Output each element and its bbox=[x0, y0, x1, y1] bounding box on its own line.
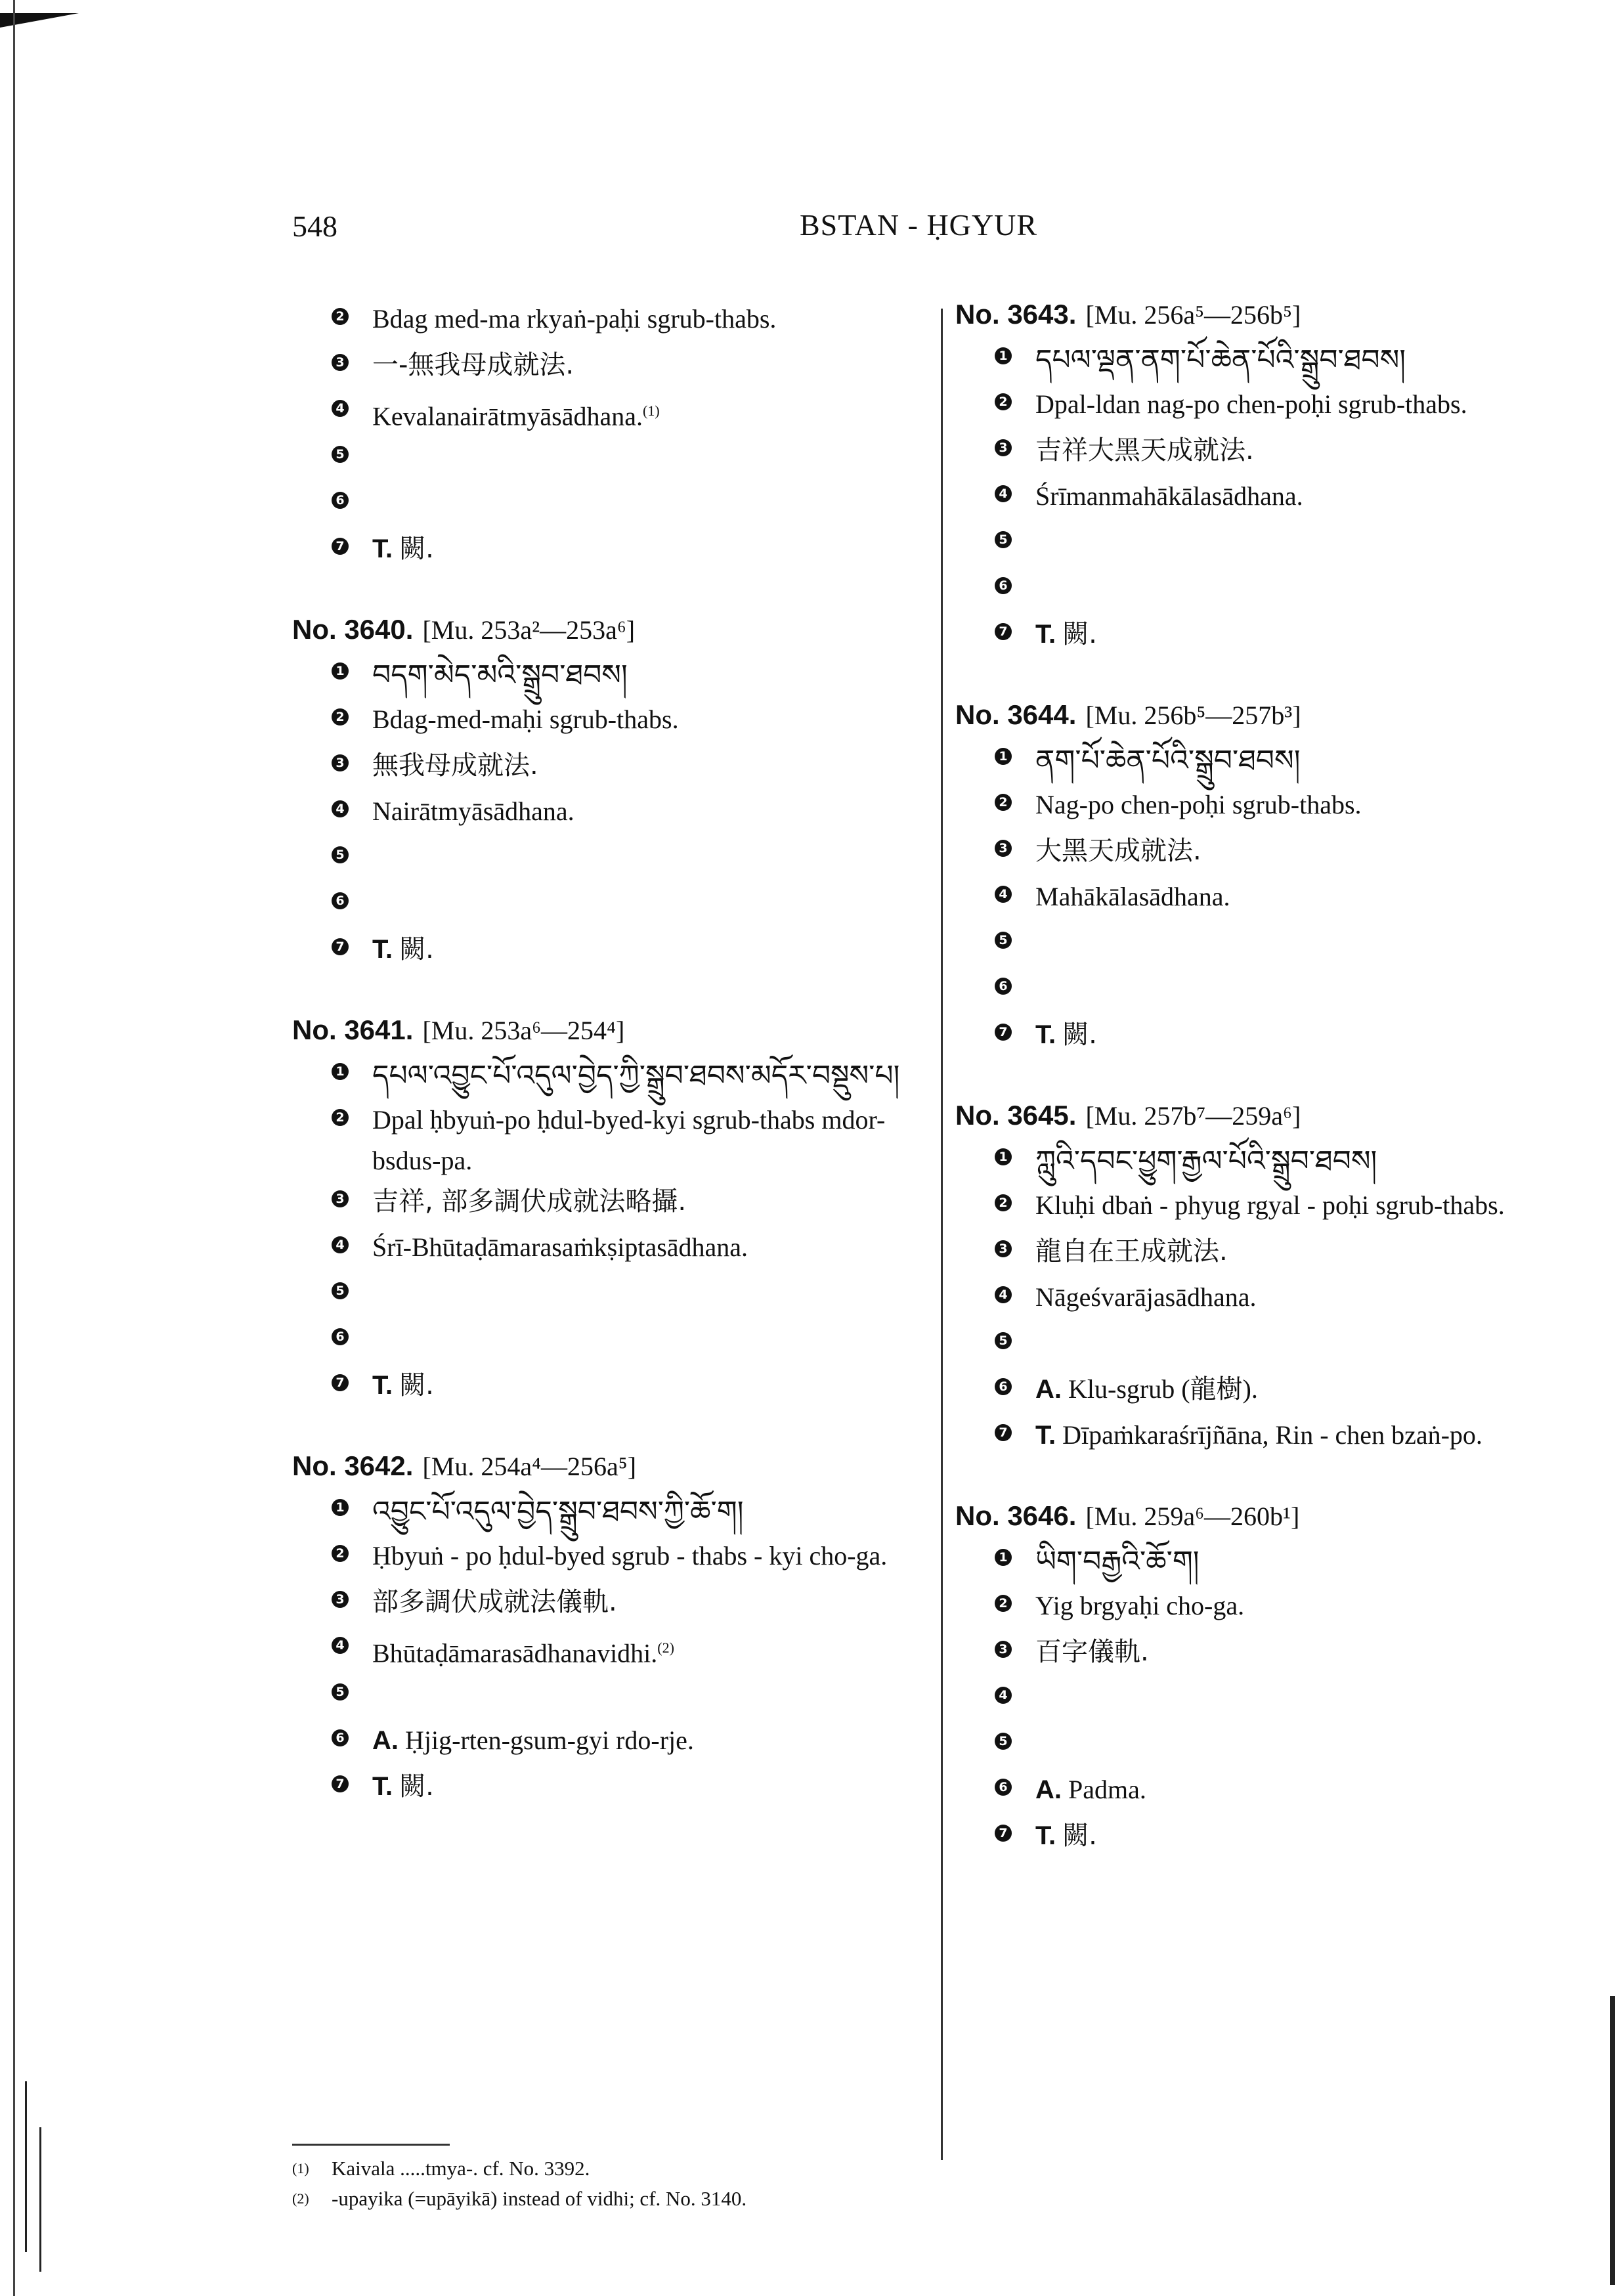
field-number-badge: 5 bbox=[332, 846, 349, 863]
page-number: 548 bbox=[292, 209, 337, 243]
tibetan-title bbox=[372, 653, 932, 698]
field-value: 闕. bbox=[1062, 1020, 1097, 1050]
field-value: 部多調伏成就法儀軌. bbox=[372, 1587, 617, 1618]
left-column bbox=[292, 299, 932, 1852]
field-number-badge: 3 bbox=[995, 1641, 1012, 1658]
entry-field bbox=[955, 1815, 1605, 1861]
footnote-mark: (2) bbox=[292, 2190, 309, 2207]
field-number-badge: 7 bbox=[332, 1775, 349, 1792]
field-text bbox=[372, 1766, 932, 1807]
field-value: 闕. bbox=[399, 534, 434, 565]
entry-field bbox=[292, 1582, 932, 1628]
field-number-badge: 1 bbox=[995, 748, 1012, 765]
field-number-badge: 4 bbox=[332, 1236, 349, 1253]
entry-field bbox=[955, 877, 1605, 922]
scan-left-edge bbox=[13, 0, 15, 2296]
field-number-badge: 5 bbox=[995, 932, 1012, 949]
field-value: 無我母成就法. bbox=[372, 750, 538, 781]
field-value: ཀླུའི་དབང་ཕྱུག་རྒྱལ་པོའི་སྒྲུབ་ཐབས། bbox=[1035, 1144, 1377, 1178]
entry-field bbox=[292, 1227, 932, 1273]
field-value: Kluḥi dbaṅ - phyug rgyal - poḥi sgrub-thabs. bbox=[1035, 1190, 1505, 1220]
field-text bbox=[372, 1536, 932, 1576]
entry-heading bbox=[955, 1500, 1605, 1532]
field-text bbox=[372, 929, 932, 970]
entry-field bbox=[292, 437, 932, 483]
entry-field bbox=[292, 1100, 932, 1181]
entry-field bbox=[955, 1369, 1605, 1415]
entry-field bbox=[292, 1674, 932, 1720]
field-number-badge: 2 bbox=[332, 308, 349, 325]
entry-field bbox=[292, 1365, 932, 1411]
field-number-badge: 4 bbox=[332, 800, 349, 817]
field-number-badge: 5 bbox=[995, 1733, 1012, 1750]
entry-folio-range: [Mu. 253a²—253a⁶] bbox=[422, 615, 636, 645]
field-text bbox=[1035, 785, 1605, 825]
entry-field bbox=[955, 1185, 1605, 1231]
entry-heading bbox=[955, 299, 1605, 330]
entry-field bbox=[292, 1766, 932, 1812]
entry-field bbox=[955, 1632, 1605, 1678]
field-text bbox=[1035, 831, 1605, 871]
entry-field bbox=[292, 1181, 932, 1227]
entry-field bbox=[292, 299, 932, 345]
field-text bbox=[1035, 1277, 1605, 1318]
field-value: 一-無我母成就法. bbox=[372, 350, 574, 380]
right-column bbox=[955, 299, 1605, 1901]
field-text bbox=[1035, 614, 1605, 655]
field-lead: A. bbox=[1035, 1775, 1062, 1804]
field-number-badge: 4 bbox=[995, 485, 1012, 502]
entry-field bbox=[292, 699, 932, 745]
field-number-badge: 1 bbox=[332, 1063, 349, 1080]
field-lead: T. bbox=[372, 534, 393, 564]
tibetan-title bbox=[372, 1490, 932, 1534]
catalog-entry bbox=[292, 614, 932, 975]
field-value: Nag-po chen-poḥi sgrub-thabs. bbox=[1035, 790, 1362, 819]
tibetan-title bbox=[1035, 338, 1605, 383]
field-number-badge: 6 bbox=[332, 492, 349, 509]
field-lead: T. bbox=[1035, 1421, 1056, 1450]
field-text bbox=[372, 1720, 932, 1761]
entry-field bbox=[955, 922, 1605, 968]
field-value: Nairātmyāsādhana. bbox=[372, 796, 574, 827]
field-number-badge: 2 bbox=[332, 1109, 349, 1126]
field-text bbox=[372, 1628, 932, 1674]
field-value: Bhūtaḍāmarasādhanavidhi. bbox=[372, 1638, 658, 1668]
tibetan-title bbox=[1035, 739, 1605, 783]
entry-field bbox=[292, 1628, 932, 1674]
field-number-badge: 3 bbox=[332, 1190, 349, 1207]
field-number-badge: 5 bbox=[332, 1683, 349, 1700]
entry-field bbox=[955, 785, 1605, 831]
field-number-badge: 7 bbox=[995, 1024, 1012, 1041]
field-number-badge: 3 bbox=[332, 354, 349, 371]
field-number-badge: 3 bbox=[995, 840, 1012, 857]
field-value: Padma. bbox=[1068, 1775, 1146, 1804]
field-number-badge: 1 bbox=[332, 662, 349, 680]
field-number-badge: 4 bbox=[332, 400, 349, 417]
field-text bbox=[1035, 1014, 1605, 1055]
entry-field bbox=[955, 476, 1605, 522]
field-value: དཔལ་འབྱུང་པོ་འདུལ་བྱེད་ཀྱི་སྒྲུབ་ཐབས་མདོར་བསྡུས་པ། bbox=[372, 1059, 900, 1093]
entry-folio-range: [Mu. 256b⁵—257b³] bbox=[1085, 701, 1301, 730]
footnote-rule bbox=[292, 2144, 450, 2146]
entry-field bbox=[955, 430, 1605, 476]
entry-field bbox=[955, 384, 1605, 430]
entry-number: No. 3646. bbox=[955, 1500, 1077, 1531]
entry-field bbox=[292, 1273, 932, 1319]
entry-number: No. 3644. bbox=[955, 699, 1077, 730]
field-number-badge: 2 bbox=[995, 1194, 1012, 1211]
field-value: 闕. bbox=[1062, 619, 1097, 649]
entry-field bbox=[955, 739, 1605, 785]
entry-folio-range: [Mu. 259a⁶—260b¹] bbox=[1085, 1502, 1300, 1531]
entry-field bbox=[292, 1319, 932, 1365]
field-value: Ḥjig-rten-gsum-gyi rdo-rje. bbox=[405, 1725, 694, 1755]
field-number-badge: 5 bbox=[332, 1282, 349, 1299]
entry-number: No. 3643. bbox=[955, 299, 1077, 330]
field-text bbox=[1035, 476, 1605, 517]
field-text bbox=[1035, 1185, 1605, 1226]
entry-folio-range: [Mu. 256a⁵—256b⁵] bbox=[1085, 300, 1301, 330]
field-lead: T. bbox=[1035, 1821, 1056, 1850]
entry-field bbox=[292, 791, 932, 837]
field-number-badge: 3 bbox=[995, 439, 1012, 456]
footnote-mark: (1) bbox=[292, 2160, 309, 2177]
entry-folio-range: [Mu. 257b⁷—259a⁶] bbox=[1085, 1101, 1301, 1131]
field-number-badge: 5 bbox=[332, 446, 349, 463]
field-number-badge: 6 bbox=[332, 1729, 349, 1746]
field-number-badge: 7 bbox=[332, 1374, 349, 1391]
entry-field bbox=[292, 345, 932, 391]
catalog-entry bbox=[955, 1500, 1605, 1861]
entry-field bbox=[292, 929, 932, 975]
field-lead: T. bbox=[372, 1371, 393, 1400]
catalog-entry bbox=[955, 1100, 1605, 1461]
entry-field bbox=[955, 568, 1605, 614]
footnote-text: -upayika (=upāyikā) instead of vidhi; cf. No. 3140. bbox=[332, 2187, 747, 2210]
field-text bbox=[1035, 1369, 1605, 1410]
field-value: Dpal ḥbyuṅ-po ḥdul-byed-kyi sgrub-thabs mdor-bsdus-pa. bbox=[372, 1105, 886, 1176]
field-number-badge: 6 bbox=[332, 1328, 349, 1345]
field-value: Nāgeśvarājasādhana. bbox=[1035, 1282, 1257, 1312]
entry-field bbox=[292, 745, 932, 791]
field-number-badge: 1 bbox=[995, 1148, 1012, 1165]
entry-field bbox=[292, 1720, 932, 1766]
footnote-text: Kaivala .....tmya-. cf. No. 3392. bbox=[332, 2157, 590, 2180]
field-value: Kevalanairātmyāsādhana. bbox=[372, 401, 643, 431]
entry-field bbox=[955, 1139, 1605, 1185]
field-number-badge: 7 bbox=[995, 623, 1012, 640]
column-divider bbox=[941, 309, 943, 2160]
scan-corner-mark bbox=[0, 13, 79, 28]
field-number-badge: 2 bbox=[332, 708, 349, 726]
scan-artifact bbox=[25, 2081, 27, 2252]
field-number-badge: 4 bbox=[995, 1687, 1012, 1704]
entry-field bbox=[955, 1769, 1605, 1815]
scan-artifact bbox=[1610, 1996, 1615, 2285]
field-number-badge: 2 bbox=[332, 1545, 349, 1562]
field-number-badge: 3 bbox=[332, 1591, 349, 1608]
field-text bbox=[1035, 1815, 1605, 1856]
running-title: BSTAN - ḤGYUR bbox=[800, 208, 1037, 242]
field-value: ཡིག་བརྒྱའི་ཆོ་ག། bbox=[1035, 1545, 1200, 1578]
entry-field bbox=[292, 653, 932, 699]
entry-field bbox=[955, 1277, 1605, 1323]
entry-field bbox=[955, 1014, 1605, 1060]
field-text bbox=[372, 1227, 932, 1268]
entry-field bbox=[292, 1490, 932, 1536]
field-number-badge: 5 bbox=[995, 531, 1012, 548]
field-value: Mahākālasādhana. bbox=[1035, 882, 1230, 911]
field-number-badge: 2 bbox=[995, 1595, 1012, 1612]
field-text bbox=[1035, 384, 1605, 425]
field-value: 百字儀軌. bbox=[1035, 1637, 1149, 1667]
field-value: Yig brgyaḥi cho-ga. bbox=[1035, 1591, 1245, 1620]
field-text bbox=[372, 299, 932, 339]
field-text bbox=[1035, 430, 1605, 471]
entry-field bbox=[955, 338, 1605, 384]
field-lead: T. bbox=[1035, 620, 1056, 649]
catalog-entry bbox=[955, 299, 1605, 660]
field-value: 闕. bbox=[399, 1771, 434, 1802]
field-text bbox=[372, 391, 932, 437]
field-text bbox=[372, 345, 932, 385]
footnotes bbox=[292, 2154, 942, 2214]
field-number-badge: 6 bbox=[332, 892, 349, 909]
entry-field bbox=[292, 529, 932, 574]
field-text bbox=[372, 1582, 932, 1622]
field-text bbox=[1035, 1769, 1605, 1810]
field-value: Dpal-ldan nag-po chen-poḥi sgrub-thabs. bbox=[1035, 389, 1467, 419]
field-number-badge: 2 bbox=[995, 393, 1012, 410]
field-lead: A. bbox=[372, 1725, 399, 1755]
field-value: 闕. bbox=[399, 934, 434, 965]
footnote-ref: (2) bbox=[657, 1639, 674, 1657]
field-number-badge: 6 bbox=[995, 1779, 1012, 1796]
field-text bbox=[372, 745, 932, 786]
entry-heading bbox=[292, 614, 932, 645]
field-value: འབྱུང་པོ་འདུལ་བྱེད་སྒྲུབ་ཐབས་ཀྱི་ཆོ་ག། bbox=[372, 1495, 744, 1529]
entry-heading bbox=[955, 1100, 1605, 1131]
entry-field bbox=[955, 1723, 1605, 1769]
field-text bbox=[1035, 1632, 1605, 1672]
field-value: Dīpaṁkaraśrījñāna, Rin - chen bzaṅ-po. bbox=[1062, 1420, 1482, 1450]
field-value: Ḥbyuṅ - po ḥdul-byed sgrub - thabs - kyi cho-ga. bbox=[372, 1541, 888, 1571]
field-number-badge: 4 bbox=[995, 886, 1012, 903]
field-lead: A. bbox=[1035, 1375, 1062, 1404]
tibetan-title bbox=[372, 1054, 932, 1098]
tibetan-title bbox=[1035, 1139, 1605, 1184]
entry-heading bbox=[292, 1014, 932, 1046]
field-text bbox=[372, 1365, 932, 1406]
field-number-badge: 5 bbox=[995, 1332, 1012, 1349]
catalog-entry bbox=[955, 699, 1605, 1060]
field-number-badge: 7 bbox=[995, 1825, 1012, 1842]
entry-field bbox=[955, 1323, 1605, 1369]
footnote-ref: (1) bbox=[643, 402, 660, 419]
entry-field bbox=[955, 968, 1605, 1014]
field-text bbox=[1035, 1415, 1605, 1456]
entry-field bbox=[955, 614, 1605, 660]
field-lead: T. bbox=[372, 935, 393, 964]
entry-folio-range: [Mu. 253a⁶—254⁴] bbox=[422, 1016, 625, 1046]
field-number-badge: 6 bbox=[995, 978, 1012, 995]
entry-field bbox=[292, 1054, 932, 1100]
field-number-badge: 1 bbox=[995, 1549, 1012, 1566]
entry-field bbox=[292, 483, 932, 529]
entry-number: No. 3642. bbox=[292, 1450, 414, 1482]
entry-heading bbox=[955, 699, 1605, 731]
entry-number: No. 3641. bbox=[292, 1014, 414, 1046]
field-text bbox=[372, 791, 932, 832]
field-value: Bdag med-ma rkyaṅ-paḥi sgrub-thabs. bbox=[372, 304, 777, 334]
field-lead: T. bbox=[1035, 1020, 1056, 1049]
field-text bbox=[372, 699, 932, 740]
entry-field bbox=[955, 831, 1605, 877]
field-value: དཔལ་ལྡན་ནག་པོ་ཆེན་པོའི་སྒྲུབ་ཐབས། bbox=[1035, 343, 1406, 377]
catalog-entry bbox=[292, 1014, 932, 1411]
field-value: 吉祥大黑天成就法. bbox=[1035, 435, 1254, 466]
field-value: Śrīmanmahākālasādhana. bbox=[1035, 481, 1303, 511]
entry-field bbox=[292, 883, 932, 929]
entry-field bbox=[292, 391, 932, 437]
entry-folio-range: [Mu. 254a⁴—256a⁵] bbox=[422, 1452, 637, 1482]
entry-field bbox=[955, 1586, 1605, 1632]
entry-heading bbox=[292, 1450, 932, 1482]
field-number-badge: 7 bbox=[995, 1424, 1012, 1441]
field-value: Klu-sgrub (龍樹). bbox=[1068, 1374, 1258, 1404]
tibetan-title bbox=[1035, 1540, 1605, 1584]
field-number-badge: 3 bbox=[332, 754, 349, 771]
catalog-entry bbox=[292, 1450, 932, 1811]
field-text bbox=[1035, 1586, 1605, 1626]
field-value: 吉祥, 部多調伏成就法略攝. bbox=[372, 1186, 687, 1217]
footnote bbox=[292, 2184, 942, 2214]
field-lead: T. bbox=[372, 1771, 393, 1801]
entry-number: No. 3640. bbox=[292, 614, 414, 645]
entry-field bbox=[292, 1536, 932, 1582]
field-text bbox=[372, 1181, 932, 1222]
field-number-badge: 6 bbox=[995, 577, 1012, 594]
field-number-badge: 6 bbox=[995, 1378, 1012, 1395]
field-number-badge: 7 bbox=[332, 938, 349, 955]
field-number-badge: 4 bbox=[995, 1286, 1012, 1303]
field-text bbox=[1035, 877, 1605, 917]
field-number-badge: 1 bbox=[995, 347, 1012, 364]
entry-number: No. 3645. bbox=[955, 1100, 1077, 1131]
field-number-badge: 2 bbox=[995, 794, 1012, 811]
field-number-badge: 7 bbox=[332, 538, 349, 555]
field-value: Bdag-med-maḥi sgrub-thabs. bbox=[372, 704, 679, 735]
entry-field bbox=[955, 1231, 1605, 1277]
field-value: Śrī-Bhūtaḍāmarasaṁkṣiptasādhana. bbox=[372, 1232, 748, 1263]
field-number-badge: 1 bbox=[332, 1499, 349, 1516]
entry-field bbox=[955, 1415, 1605, 1461]
field-value: 龍自在王成就法. bbox=[1035, 1236, 1228, 1267]
field-text bbox=[372, 529, 932, 569]
footnote bbox=[292, 2154, 942, 2184]
field-value: བདག་མེད་མའི་སྒྲུབ་ཐབས། bbox=[372, 659, 628, 693]
field-value: ནག་པོ་ཆེན་པོའི་སྒྲུབ་ཐབས། bbox=[1035, 744, 1301, 777]
entry-field bbox=[292, 837, 932, 883]
field-number-badge: 3 bbox=[995, 1240, 1012, 1257]
entry-field bbox=[955, 1540, 1605, 1586]
entry-field bbox=[955, 1678, 1605, 1723]
field-number-badge: 4 bbox=[332, 1637, 349, 1654]
field-value: 闕. bbox=[1062, 1821, 1097, 1851]
entry-field bbox=[955, 522, 1605, 568]
scan-artifact bbox=[39, 2127, 41, 2272]
catalog-entry bbox=[292, 299, 932, 574]
field-text bbox=[372, 1100, 932, 1181]
field-text bbox=[1035, 1231, 1605, 1272]
field-value: 闕. bbox=[399, 1370, 434, 1401]
field-value: 大黑天成就法. bbox=[1035, 836, 1201, 866]
